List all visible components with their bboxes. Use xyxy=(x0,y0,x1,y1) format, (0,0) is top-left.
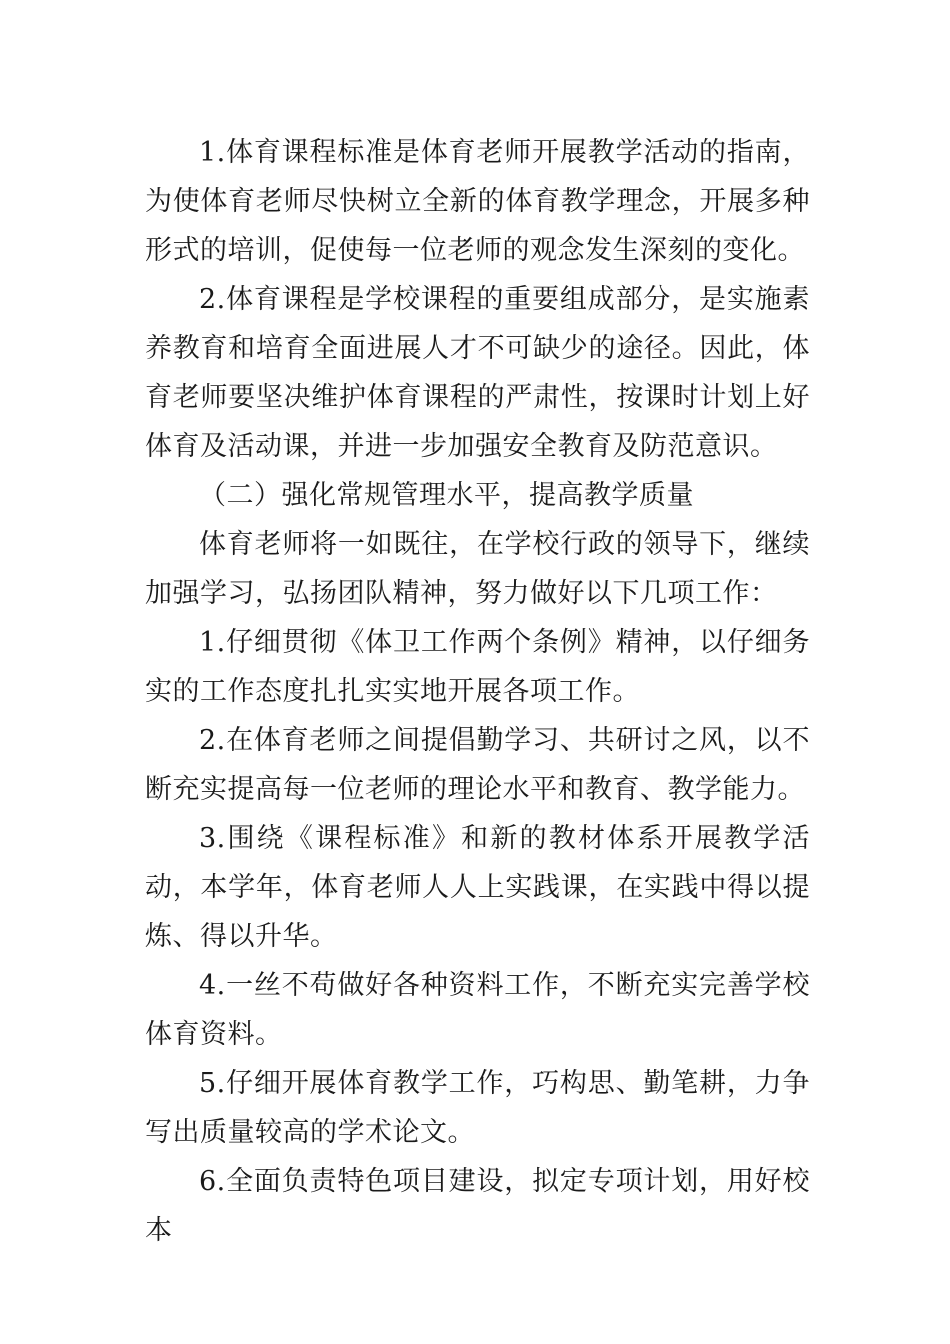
list-item-6: 6.全面负责特色项目建设，拟定专项计划，用好校本 xyxy=(145,1166,810,1246)
list-item-1: 1.仔细贯彻《体卫工作两个条例》精神，以仔细务实的工作态度扎扎实实地开展各项工作。 xyxy=(145,627,810,707)
document-body xyxy=(145,128,810,1255)
list-item-5: 5.仔细开展体育教学工作，巧构思、勤笔耕，力争写出质量较高的学术论文。 xyxy=(145,1068,810,1148)
list-item-3: 3.围绕《课程标准》和新的教材体系开展教学活动，本学年，体育老师人人上实践课，在实践中得以提炼、得以升华。 xyxy=(145,823,810,952)
section-heading: （二）强化常规管理水平，提高教学质量 xyxy=(199,480,694,511)
paragraph-1: 1.体育课程标准是体育老师开展教学活动的指南，为使体育老师尽快树立全新的体育教学理念，开展多种形式的培训，促使每一位老师的观念发生深刻的变化。 xyxy=(145,137,810,266)
paragraph-2: 2.体育课程是学校课程的重要组成部分，是实施素养教育和培育全面进展人才不可缺少的途径。因此，体育老师要坚决维护体育课程的严肃性，按课时计划上好体育及活动课，并进一步加强安全教育及防范意识。 xyxy=(145,284,810,462)
list-item-4: 4.一丝不苟做好各种资料工作，不断充实完善学校体育资料。 xyxy=(145,970,810,1050)
list-item-2: 2.在体育老师之间提倡勤学习、共研讨之风，以不断充实提高每一位老师的理论水平和教育、教学能力。 xyxy=(145,725,810,805)
paragraph-intro: 体育老师将一如既往，在学校行政的领导下，继续加强学习，弘扬团队精神，努力做好以下几项工作： xyxy=(145,529,810,609)
